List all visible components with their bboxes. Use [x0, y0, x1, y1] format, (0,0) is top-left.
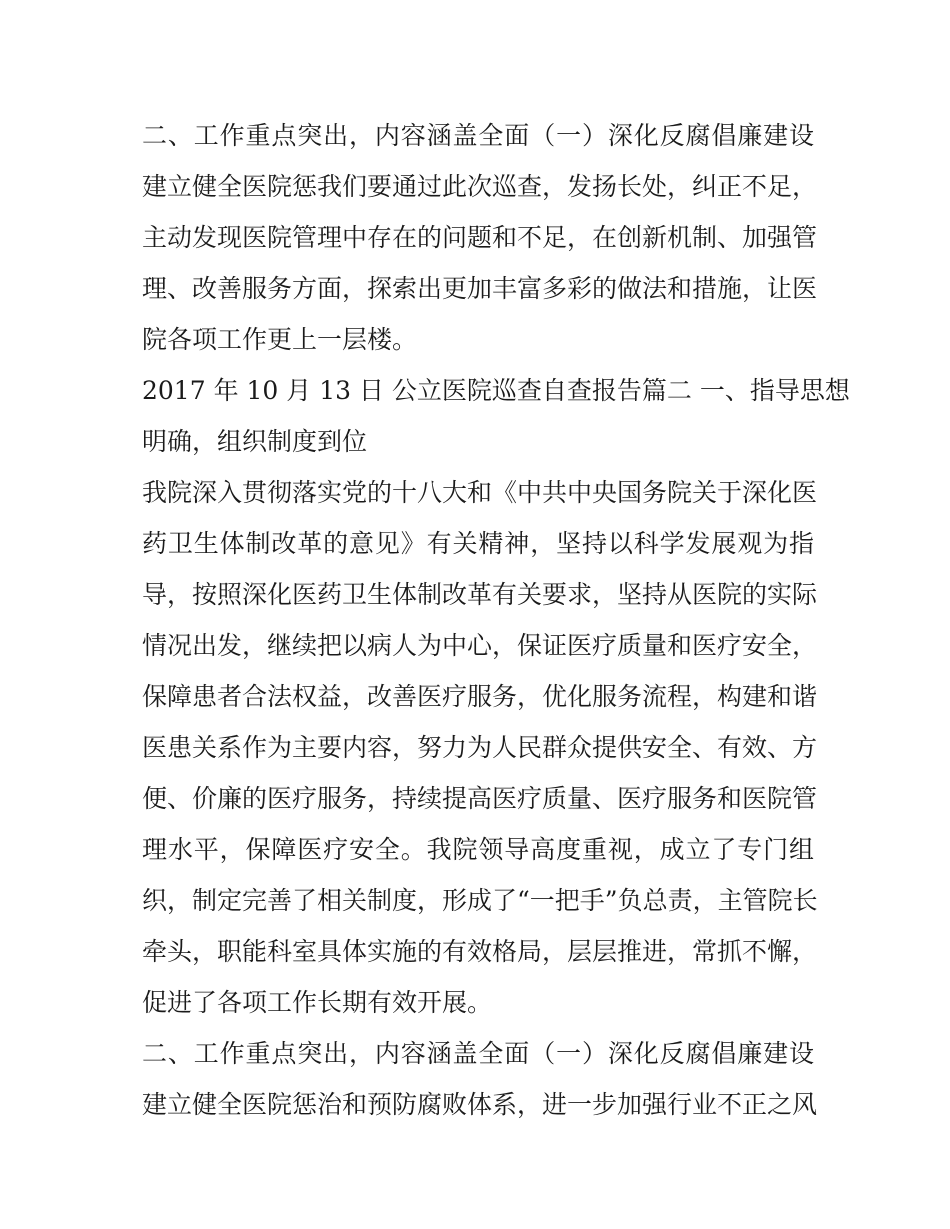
text-line: 二、工作重点突出，内容涵盖全面（一）深化反腐倡廉建设: [142, 121, 814, 150]
text-line: 建立健全医院惩我们要通过此次巡查，发扬长处，纠正不足，: [142, 172, 818, 201]
text-line: 主动发现医院管理中存在的问题和不足，在创新机制、加强管: [142, 223, 818, 252]
section-heading-line: 2017 年 10 月 13 日 公立医院巡查自查报告篇二 一、指导思想: [142, 376, 850, 405]
text-line: 二、工作重点突出，内容涵盖全面（一）深化反腐倡廉建设: [142, 1039, 814, 1068]
text-line: 便、价廉的医疗服务，持续提高医疗质量、医疗服务和医院管: [142, 784, 818, 813]
text-line: 院各项工作更上一层楼。: [142, 325, 418, 354]
text-line: 导，按照深化医药卫生体制改革有关要求，坚持从医院的实际: [142, 580, 818, 609]
text-line: 建立健全医院惩治和预防腐败体系，进一步加强行业不正之风: [142, 1090, 818, 1119]
section-heading-line: 明确，组织制度到位: [142, 427, 368, 456]
text-line: 情况出发，继续把以病人为中心，保证医疗质量和医疗安全，: [142, 631, 818, 660]
text-line: 理、改善服务方面，探索出更加丰富多彩的做法和措施，让医: [142, 274, 818, 303]
text-line: 织，制定完善了相关制度，形成了“一把手”负总责，主管院长: [142, 886, 818, 915]
text-line: 保障患者合法权益，改善医疗服务，优化服务流程，构建和谐: [142, 682, 818, 711]
text-line: 药卫生体制改革的意见》有关精神，坚持以科学发展观为指: [142, 529, 814, 558]
document-body: [142, 110, 850, 1130]
text-line: 理水平，保障医疗安全。我院领导高度重视，成立了专门组: [142, 835, 814, 864]
text-line: 医患关系作为主要内容，努力为人民群众提供安全、有效、方: [142, 733, 818, 762]
text-line: 牵头，职能科室具体实施的有效格局，层层推进，常抓不懈，: [142, 937, 818, 966]
text-line: 促进了各项工作长期有效开展。: [142, 988, 493, 1017]
text-line: 我院深入贯彻落实党的十八大和《中共中央国务院关于深化医: [142, 478, 818, 507]
